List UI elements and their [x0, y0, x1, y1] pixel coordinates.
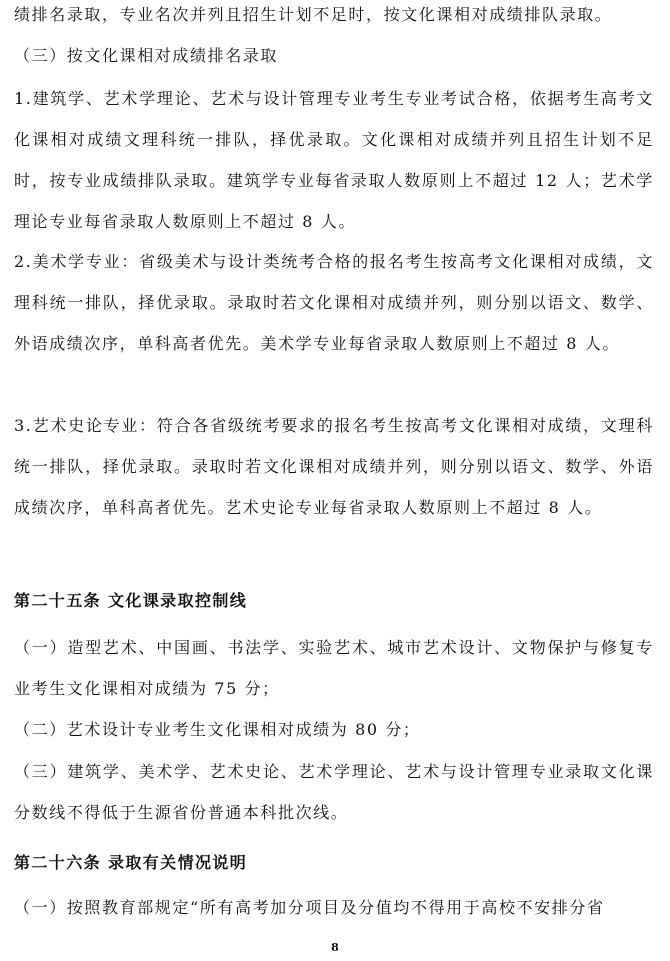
subheading-cultural-ranking: （三）按文化课相对成绩排名录取 — [14, 46, 279, 65]
paragraph-art-history: 3.艺术史论专业：符合各省级统考要求的报名考生按高考文化课相对成绩，文理科统一排队，择优录取。录取时若文化课相对成绩并列，则分别以语文、数学、外语成绩次序，单科高者优先。艺术史论专业每省录取人数原则上不超过 8 人。 — [14, 416, 654, 517]
page-number: 8 — [331, 941, 339, 954]
article-26-item-1: （一）按照教育部规定“所有高考加分项目及分值均不得用于高校不安排分省 — [14, 898, 605, 917]
paragraph-fine-arts: 2.美术学专业：省级美术与设计类统考合格的报名考生按高考文化课相对成绩，文理科统一排队，择优录取。录取时若文化课相对成绩并列，则分别以语文、数学、外语成绩次序，单科高者优先。美术学专业每省录取人数原则上不超过 8 人。 — [14, 252, 654, 353]
article-25-heading: 第二十五条 文化课录取控制线 — [14, 591, 248, 610]
article-26-heading: 第二十六条 录取有关情况说明 — [14, 853, 248, 872]
article-25-item-3: （三）建筑学、美术学、艺术史论、艺术学理论、艺术与设计管理专业录取文化课分数线不得低于生源省份普通本科批次线。 — [14, 762, 654, 822]
paragraph-architecture: 1.建筑学、艺术学理论、艺术与设计管理专业考生专业考试合格，依据考生高考文化课相对成绩文理科统一排队，择优录取。文化课相对成绩并列且招生计划不足时，按专业成绩排队录取。建筑学专业每省录取人数原则上不超过 12 人；艺术学理论专业每省录取人数原则上不超过 8 人。 — [14, 89, 654, 231]
article-25-item-1: （一）造型艺术、中国画、书法学、实验艺术、城市艺术设计、文物保护与修复专业考生文化课相对成绩为 75 分； — [14, 638, 654, 698]
paragraph-continued: 绩排名录取，专业名次并列且招生计划不足时，按文化课相对成绩排队录取。 — [14, 5, 613, 24]
article-25-item-2: （二）艺术设计专业考生文化课相对成绩为 80 分； — [14, 720, 421, 739]
